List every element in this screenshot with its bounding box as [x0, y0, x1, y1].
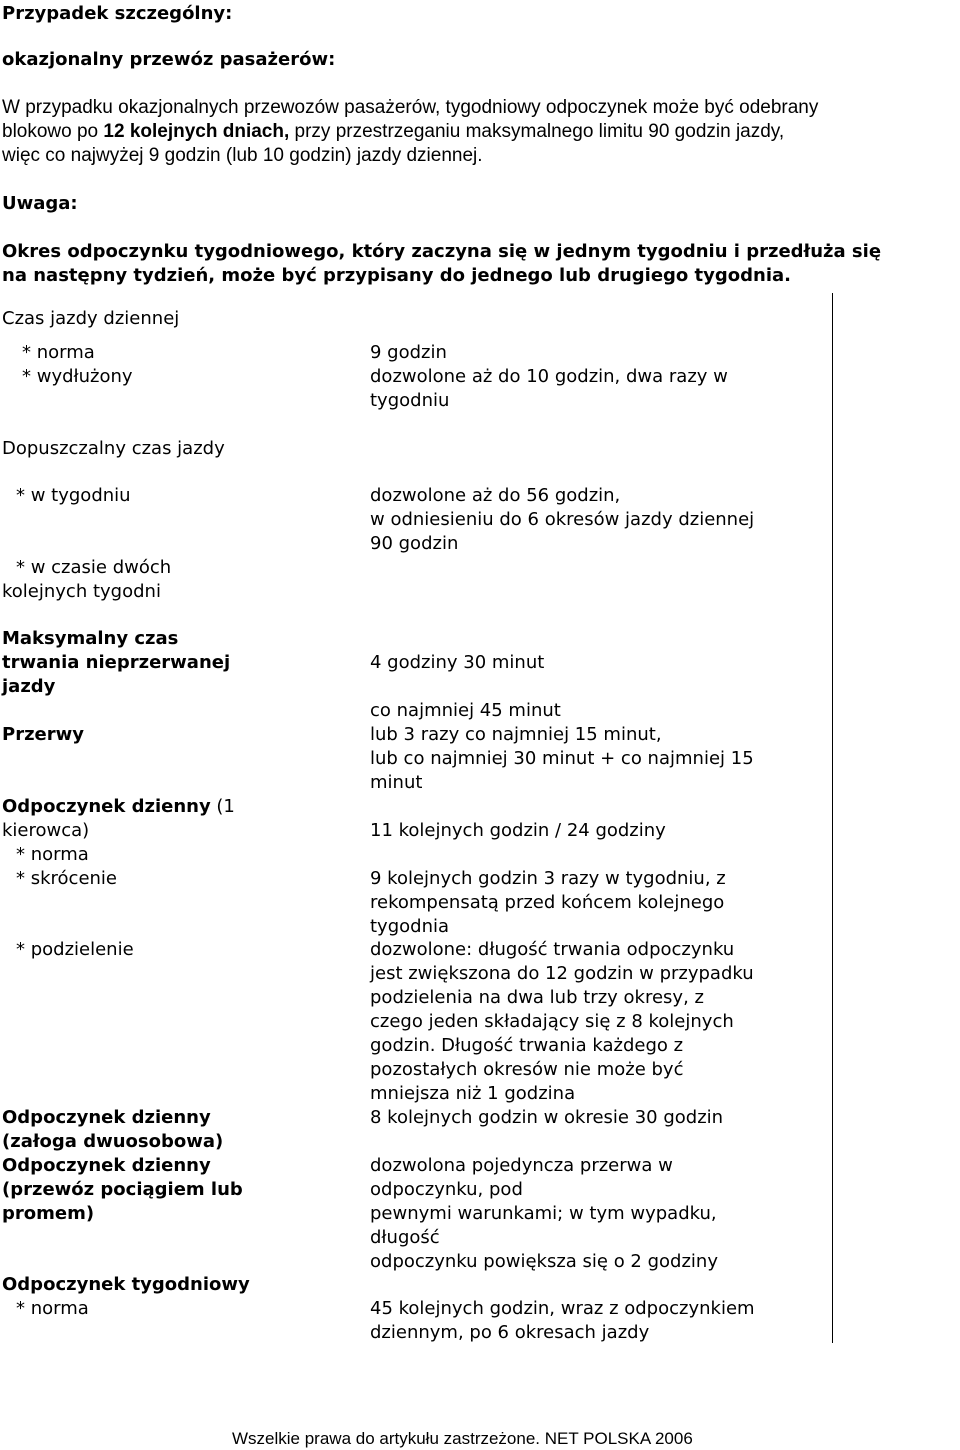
ferry-rest-value: dozwolona pojedyncza przerwa w	[370, 1155, 673, 1176]
breaks-heading: Przerwy	[2, 724, 84, 745]
daily-rest-value: 11 kolejnych godzin / 24 godziny	[370, 820, 666, 841]
max-driving-value: 4 godziny 30 minut	[370, 652, 545, 673]
intro-text: blokowo po	[2, 121, 104, 142]
ferry-rest-heading: (przewóz pociągiem lub	[2, 1179, 243, 1200]
note-label: Uwaga:	[2, 193, 78, 214]
intro-line	[2, 120, 784, 144]
breaks-value: lub 3 razy co najmniej 15 minut,	[370, 724, 662, 745]
document-subtitle: okazjonalny przewóz pasażerów:	[2, 49, 336, 70]
weekly-rest-value: dziennym, po 6 okresach jazdy	[370, 1322, 650, 1343]
ferry-rest-heading: promem)	[2, 1203, 95, 1224]
ferry-rest-value: odpoczynku, pod	[370, 1179, 523, 1200]
rest-short-value: 9 kolejnych godzin 3 razy w tygodniu, z	[370, 868, 726, 889]
document-title: Przypadek szczególny:	[2, 3, 233, 24]
vertical-divider	[832, 293, 833, 1343]
two-weeks-label: * w czasie dwóch	[16, 557, 172, 578]
week-value: dozwolone aż do 56 godzin,	[370, 485, 621, 506]
rest-short-value: rekompensatą przed końcem kolejnego	[370, 892, 725, 913]
copyright-footer: Wszelkie prawa do artykułu zastrzeżone. NET POLSKA 2006	[232, 1429, 693, 1448]
extended-value: dozwolone aż do 10 godzin, dwa razy w	[370, 366, 728, 387]
two-weeks-value: 90 godzin	[370, 533, 459, 554]
rest-split-value: czego jeden składający się z 8 kolejnych	[370, 1011, 734, 1032]
intro-bold-text: 12 kolejnych dniach,	[103, 121, 290, 142]
crew-rest-heading: (załoga dwuosobowa)	[2, 1131, 224, 1152]
crew-rest-value: 8 kolejnych godzin w okresie 30 godzin	[370, 1107, 724, 1128]
intro-line: więc co najwyżej 9 godzin (lub 10 godzin) jazdy dziennej.	[2, 145, 483, 166]
norm-label: * norma	[22, 342, 95, 363]
max-driving-heading: Maksymalny czas	[2, 628, 179, 649]
extended-label: * wydłużony	[22, 366, 133, 387]
rest-split-value: dozwolone: długość trwania odpoczynku	[370, 939, 735, 960]
daily-driving-heading: Czas jazdy dziennej	[2, 308, 180, 329]
rest-short-value: tygodnia	[370, 916, 450, 937]
daily-rest-bold: Odpoczynek dzienny	[2, 796, 211, 817]
rest-norm-label: * norma	[16, 844, 89, 865]
in-week-label: * w tygodniu	[16, 485, 131, 506]
rest-split-value: pozostałych okresów nie może być	[370, 1059, 684, 1080]
rest-split-value: podzielenia na dwa lub trzy okresy, z	[370, 987, 704, 1008]
weekly-rest-value: 45 kolejnych godzin, wraz z odpoczynkiem	[370, 1298, 755, 1319]
ferry-rest-value: długość	[370, 1227, 440, 1248]
intro-line: W przypadku okazjonalnych przewozów pasażerów, tygodniowy odpoczynek może być odebrany	[2, 97, 819, 118]
note-line: Okres odpoczynku tygodniowego, który zaczyna się w jednym tygodniu i przedłuża się	[2, 241, 882, 262]
rest-split-value: godzin. Długość trwania każdego z	[370, 1035, 684, 1056]
rest-split-value: mniejsza niż 1 godzina	[370, 1083, 576, 1104]
daily-rest-text: (1	[210, 796, 235, 817]
daily-rest-heading	[2, 795, 235, 819]
ferry-rest-value: odpoczynku powiększa się o 2 godziny	[370, 1251, 718, 1272]
allowed-driving-heading: Dopuszczalny czas jazdy	[2, 438, 225, 459]
rest-short-label: * skrócenie	[16, 868, 117, 889]
weekly-norm-label: * norma	[16, 1298, 89, 1319]
norm-value: 9 godzin	[370, 342, 447, 363]
note-line: na następny tydzień, może być przypisany do jednego lub drugiego tygodnia.	[2, 265, 791, 286]
intro-text: przy przestrzeganiu maksymalnego limitu 90 godzin jazdy,	[289, 121, 785, 142]
max-driving-heading: jazdy	[2, 676, 56, 697]
week-value: w odniesieniu do 6 okresów jazdy dziennej	[370, 509, 755, 530]
weekly-rest-heading: Odpoczynek tygodniowy	[2, 1274, 250, 1295]
two-weeks-label: kolejnych tygodni	[2, 581, 161, 602]
rest-split-label: * podzielenie	[16, 939, 134, 960]
crew-rest-heading: Odpoczynek dzienny	[2, 1107, 211, 1128]
daily-rest-heading: kierowca)	[2, 820, 90, 841]
breaks-value: minut	[370, 772, 423, 793]
breaks-value: co najmniej 45 minut	[370, 700, 561, 721]
ferry-rest-heading: Odpoczynek dzienny	[2, 1155, 211, 1176]
ferry-rest-value: pewnymi warunkami; w tym wypadku,	[370, 1203, 717, 1224]
extended-value: tygodniu	[370, 390, 450, 411]
max-driving-heading: trwania nieprzerwanej	[2, 652, 231, 673]
breaks-value: lub co najmniej 30 minut + co najmniej 15	[370, 748, 754, 769]
rest-split-value: jest zwiększona do 12 godzin w przypadku	[370, 963, 754, 984]
